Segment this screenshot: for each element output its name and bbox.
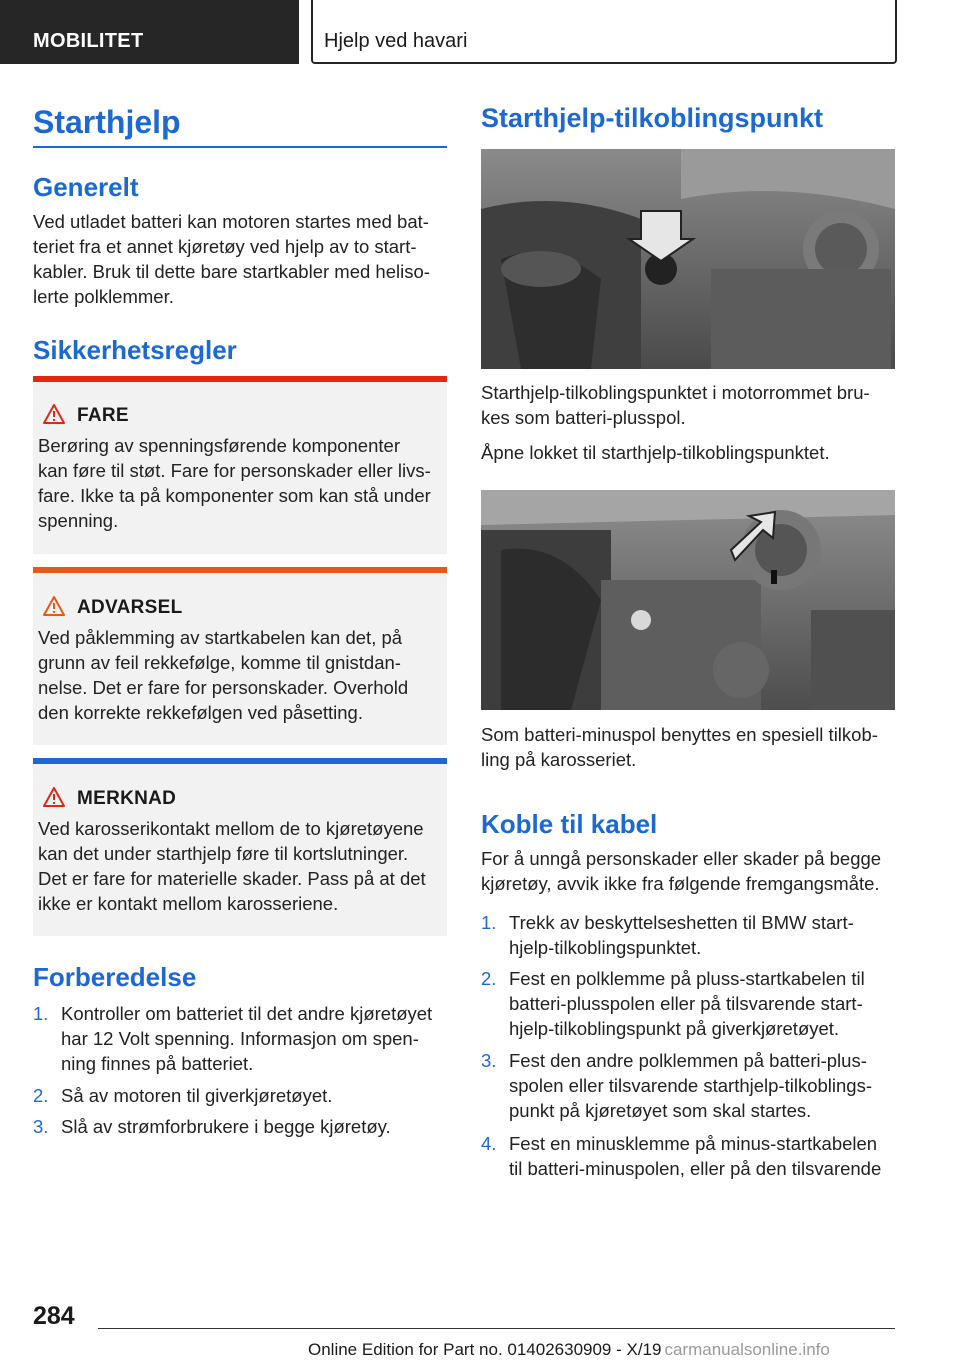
paragraph-line: For å unngå personskader eller skader på begge <box>481 848 882 869</box>
heading-safety: Sikkerhetsregler <box>33 335 237 365</box>
connection-point-text <box>481 380 870 430</box>
list-number: 3. <box>33 1116 49 1137</box>
heading-preparation: Forberedelse <box>33 962 197 992</box>
list-number: 2. <box>33 1085 49 1106</box>
warning-danger <box>33 376 447 554</box>
list-text <box>509 1048 872 1123</box>
warning-line: kan det under starthjelp føre til kortslutninger. <box>38 843 409 864</box>
list-line: Trekk av beskyttelseshetten til BMW start- <box>509 912 854 933</box>
general-line: Ved utladet batteri kan motoren startes med bat- <box>33 211 429 232</box>
list-text <box>61 1083 332 1108</box>
warning-body <box>38 816 426 916</box>
section-tab <box>0 0 299 64</box>
warning-line: grunn av feil rekkefølge, komme til gnistdan- <box>38 652 401 673</box>
list-line: Så av motoren til giverkjøretøyet. <box>61 1085 333 1106</box>
warning-caution <box>33 567 447 745</box>
paragraph-line: Starthjelp-tilkoblingspunktet i motorrommet bru- <box>481 382 870 403</box>
connect-intro-text <box>481 846 881 896</box>
list-text <box>61 1001 432 1076</box>
warning-line: Berøring av spenningsførende komponenter <box>38 435 400 456</box>
warning-title: MERKNAD <box>77 788 177 809</box>
page-title: Starthjelp <box>33 104 181 140</box>
list-text <box>61 1114 391 1139</box>
open-cover-text <box>481 440 830 465</box>
engine-bay-illustration <box>481 490 895 710</box>
warning-line: Ved påklemming av startkabelen kan det, på <box>38 627 403 648</box>
list-text <box>509 1131 881 1181</box>
list-number: 1. <box>481 912 497 933</box>
warning-bar <box>33 376 447 382</box>
footer-rule <box>98 1328 895 1329</box>
list-line: punkt på kjøretøyet som skal startes. <box>509 1100 812 1121</box>
warning-triangle-icon <box>43 404 65 424</box>
general-text <box>33 209 430 309</box>
page-number: 284 <box>33 1302 75 1330</box>
list-line: batteri-plusspolen eller på tilsvarende start- <box>509 993 863 1014</box>
list-number: 4. <box>481 1133 497 1154</box>
list-line: Slå av strømforbrukere i begge kjøretøy. <box>61 1116 391 1137</box>
chapter-label: Hjelp ved havari <box>324 30 468 52</box>
warning-line: nelse. Det er fare for personskader. Overhold <box>38 677 409 698</box>
warning-line: ikke er kontakt mellom karosseriene. <box>38 893 339 914</box>
warning-notice <box>33 758 447 936</box>
minus-pole-text <box>481 722 878 772</box>
warning-line: Ved karosserikontakt mellom de to kjøretøyene <box>38 818 424 839</box>
paragraph-line: kes som batteri-plusspol. <box>481 407 686 428</box>
warning-triangle-icon <box>43 596 65 616</box>
list-line: hjelp-tilkoblingspunktet. <box>509 937 702 958</box>
watermark-text: carmanualsonline.info <box>664 1340 830 1359</box>
list-number: 1. <box>33 1003 49 1024</box>
chapter-tab <box>311 0 897 64</box>
list-number: 3. <box>481 1050 497 1071</box>
paragraph-line: kjøretøy, avvik ikke fra følgende fremgangsmåte. <box>481 873 880 894</box>
warning-bar <box>33 758 447 764</box>
list-text <box>509 966 865 1041</box>
warning-title: FARE <box>77 405 129 426</box>
list-number: 2. <box>481 968 497 989</box>
title-rule <box>33 146 447 148</box>
warning-title: ADVARSEL <box>77 597 183 618</box>
paragraph-line: Som batteri-minuspol benyttes en spesiell tilkob- <box>481 724 878 745</box>
paragraph-line: ling på karosseriet. <box>481 749 637 770</box>
warning-line: kan føre til støt. Fare for personskader eller livs- <box>38 460 431 481</box>
engine-photo-minus <box>481 490 895 710</box>
warning-line: Det er fare for materielle skader. Pass på at det <box>38 868 426 889</box>
engine-photo-plus <box>481 149 895 369</box>
general-line: kabler. Bruk til dette bare startkabler med heliso- <box>33 261 430 282</box>
warning-bar <box>33 567 447 573</box>
list-line: ning finnes på batteriet. <box>61 1053 254 1074</box>
general-line: lerte polklemmer. <box>33 286 174 307</box>
engine-bay-illustration <box>481 149 895 369</box>
list-line: Fest en minusklemme på minus-startkabelen <box>509 1133 878 1154</box>
paragraph-line: Åpne lokket til starthjelp-tilkoblingspunktet. <box>481 442 830 463</box>
list-line: Fest den andre polklemmen på batteri-plus- <box>509 1050 867 1071</box>
heading-connect-cable: Koble til kabel <box>481 809 658 839</box>
list-text <box>509 910 854 960</box>
warning-line: fare. Ikke ta på komponenter som kan stå under <box>38 485 431 506</box>
list-line: til batteri-minuspolen, eller på den tilsvarende <box>509 1158 882 1179</box>
list-line: har 12 Volt spenning. Informasjon om spen- <box>61 1028 419 1049</box>
warning-line: den korrekte rekkefølgen ved påsetting. <box>38 702 363 723</box>
section-label: MOBILITET <box>33 30 144 52</box>
warning-body <box>38 433 431 533</box>
footer-edition <box>308 1340 830 1360</box>
list-line: hjelp-tilkoblingspunkt på giverkjøretøyet. <box>509 1018 840 1039</box>
heading-connection-point: Starthjelp-tilkoblingspunkt <box>481 103 823 133</box>
edition-text: Online Edition for Part no. 01402630909 - X/19 <box>308 1340 662 1359</box>
warning-triangle-icon <box>43 787 65 807</box>
list-line: Kontroller om batteriet til det andre kjøretøyet <box>61 1003 433 1024</box>
list-line: spolen eller tilsvarende starthjelp-tilkoblings- <box>509 1075 872 1096</box>
warning-line: spenning. <box>38 510 119 531</box>
warning-body <box>38 625 408 725</box>
heading-general: Generelt <box>33 172 139 202</box>
general-line: teriet fra et annet kjøretøy ved hjelp av to start- <box>33 236 417 257</box>
list-line: Fest en polklemme på pluss-startkabelen til <box>509 968 865 989</box>
